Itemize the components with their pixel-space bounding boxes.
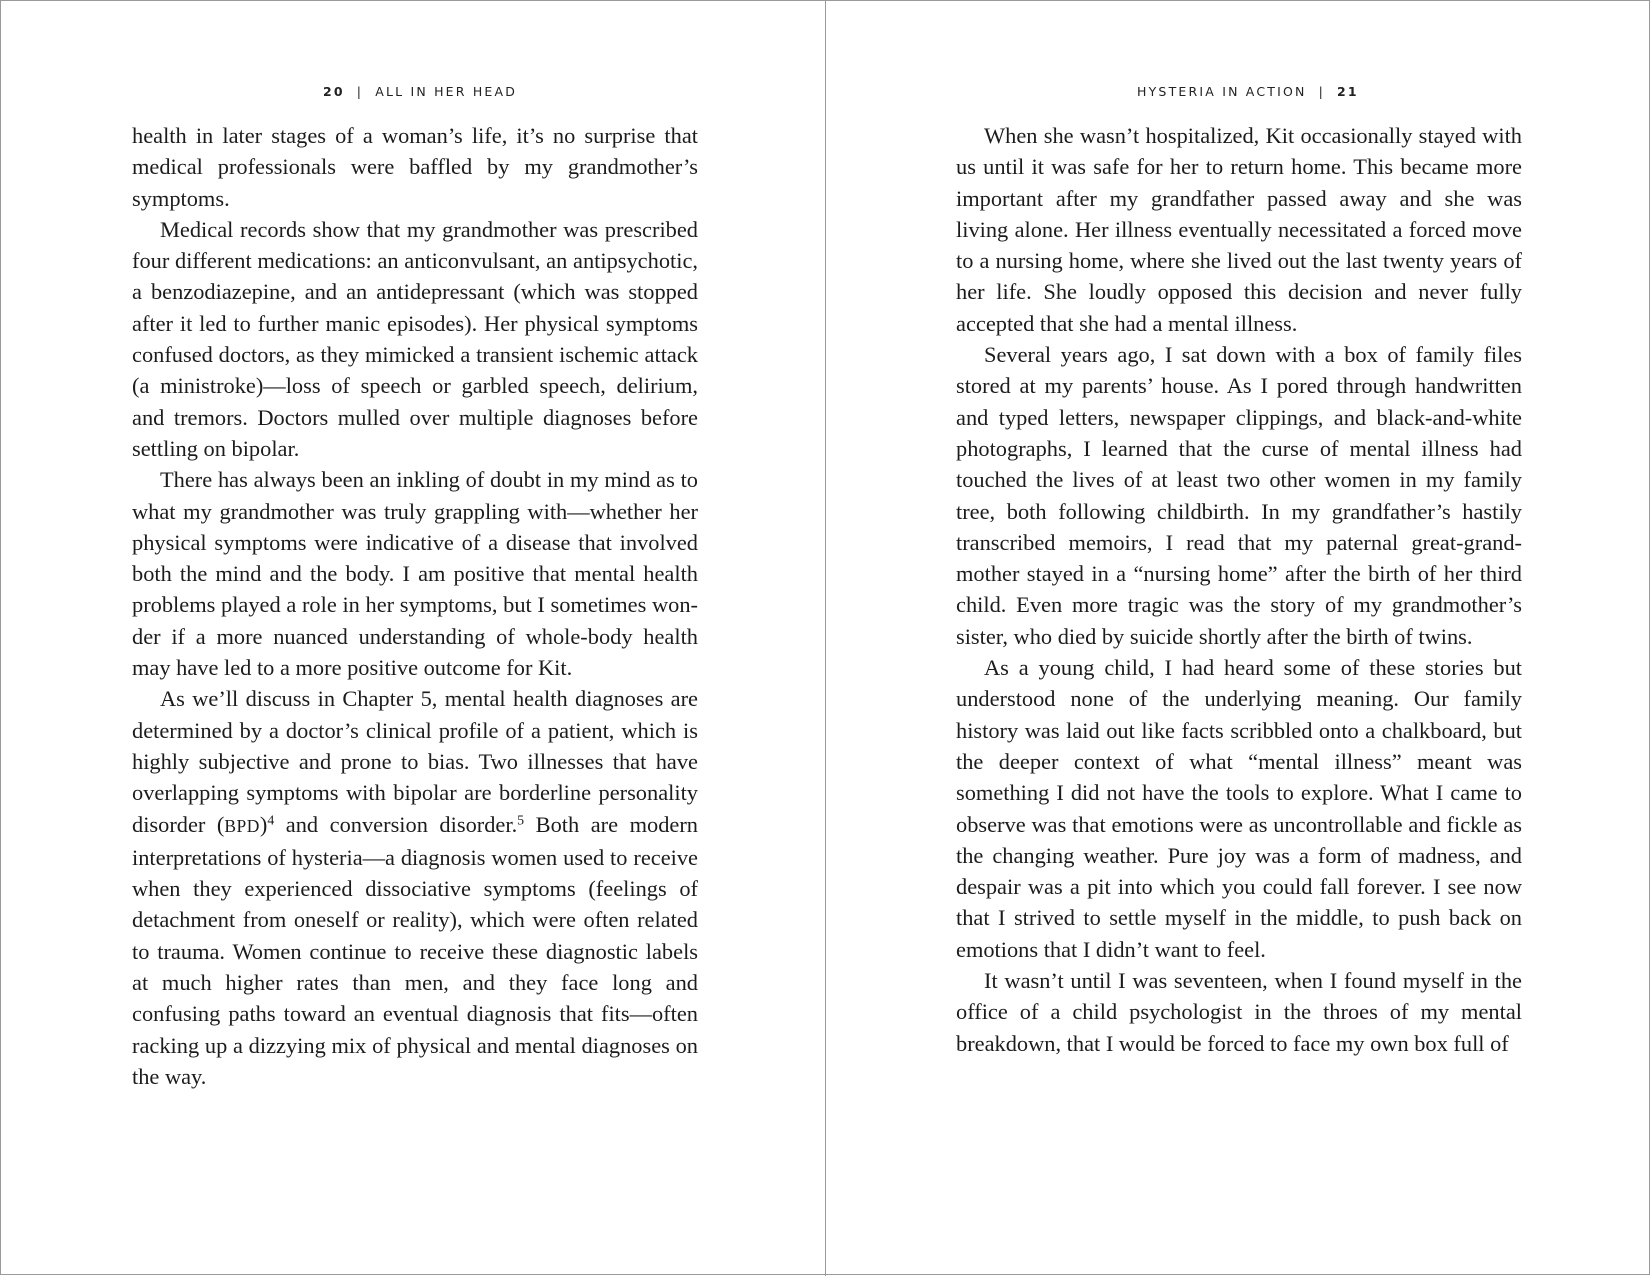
left-page-number: 20 xyxy=(323,84,345,99)
footnote-ref-4[interactable]: 4 xyxy=(267,812,275,828)
left-page xyxy=(1,1,825,1276)
left-paragraph-3: There has always been an inkling of doubt in my mind as to what my grandmother was truly grappling with—whether her physical symptoms were indicative of a disease that involved both the mind and the body. I am positive that mental health problems played a role in her symptoms, but I sometimes wonder if a more nuanced understanding of whole-body health may have led to a more positive outcome for Kit. xyxy=(132,467,698,681)
right-running-title: HYSTERIA IN ACTION xyxy=(1137,84,1307,99)
p4-text-part1: As we’ll discuss in Chapter 5, mental health diagnoses are determined by a doctor’s clinical profile of a patient, which is highly subjective and prone to bias. Two illnesses that have overlapping symptoms with bipolar are borderline personality disorder ( xyxy=(132,686,698,837)
left-running-header xyxy=(323,84,517,99)
left-paragraph-2: Medical records show that my grandmother was prescribed four different medications: an anticonvulsant, an antipsychotic, a benzodiazepine, and an antidepressant (which was stopped after it led to further manic episodes). Her physical symptoms confused doctors, as they mimicked a transient ischemic attack (a ministroke)—loss of speech or garbled speech, delirium, and tremors. Doctors mulled over multiple diagnoses before settling on bipolar. xyxy=(132,216,698,461)
right-running-header xyxy=(1137,84,1359,99)
left-header-separator: | xyxy=(356,84,364,99)
left-paragraph-4 xyxy=(132,683,698,1092)
right-paragraph-4: It wasn’t until I was seventeen, when I found myself in the office of a child psychologist in the throes of my mental breakdown, that I would be forced to face my own box full of xyxy=(956,968,1522,1056)
right-header-separator: | xyxy=(1318,84,1326,99)
right-paragraph-2: Several years ago, I sat down with a box of family files stored at my parents’ house. As I pored through handwritten and typed letters, newspaper clippings, and black-and-white photographs, I learned that the curse of mental illness had touched the lives of at least two other women in my family tree, both following childbirth. In my grandfather’s hastily transcribed memoirs, I read that my paternal great-grandmother stayed in a “nursing home” after the birth of her third child. Even more tragic was the story of my grandmother’s sister, who died by suicide shortly after the birth of twins. xyxy=(956,342,1522,649)
right-page-number: 21 xyxy=(1337,84,1359,99)
right-page xyxy=(826,1,1650,1276)
bpd-abbreviation: BPD xyxy=(224,815,260,836)
footnote-ref-5[interactable]: 5 xyxy=(517,812,525,828)
left-running-title: ALL IN HER HEAD xyxy=(375,84,518,99)
p4-text-part2: ) xyxy=(259,811,268,837)
left-paragraph-1: health in later stages of a woman’s life, it’s no surprise that medical professionals were baffled by my grandmother’s symptoms. xyxy=(132,123,698,211)
right-body-text xyxy=(956,120,1522,1059)
right-paragraph-1: When she wasn’t hospitalized, Kit occasionally stayed with us until it was safe for her to return home. This became more important after my grandfather passed away and she was living alone. Her illness eventually necessitated a forced move to a nursing home, where she lived out the last twenty years of her life. She loudly opposed this decision and never fully accepted that she had a mental illness. xyxy=(956,123,1522,336)
p4-text-part3: and conversion disorder. xyxy=(274,811,518,837)
left-body-text xyxy=(132,120,698,1092)
p4-text-part4: Both are modern interpretations of hysteria—a diagnosis women used to receive when they experienced dissociative symptoms (feelings of detachment from oneself or reality), which were often related to trauma. Women continue to receive these diagnostic labels at much higher rates than men, and they face long and confusing paths toward an eventual diagnosis that fits—often racking up a dizzying mix of physical and mental diagnoses on the way. xyxy=(132,811,698,1089)
right-paragraph-3: As a young child, I had heard some of these stories but understood none of the underlying meaning. Our family history was laid out like facts scribbled onto a chalkboard, but the deeper context of what “mental illness” meant was something I did not have the tools to explore. What I came to observe was that emotions were as uncontrollable and fickle as the changing weather. Pure joy was a form of madness, and despair was a pit into which you could fall forever. I see now that I strived to settle myself in the middle, to push back on emotions that I didn’t want to feel. xyxy=(956,655,1522,962)
